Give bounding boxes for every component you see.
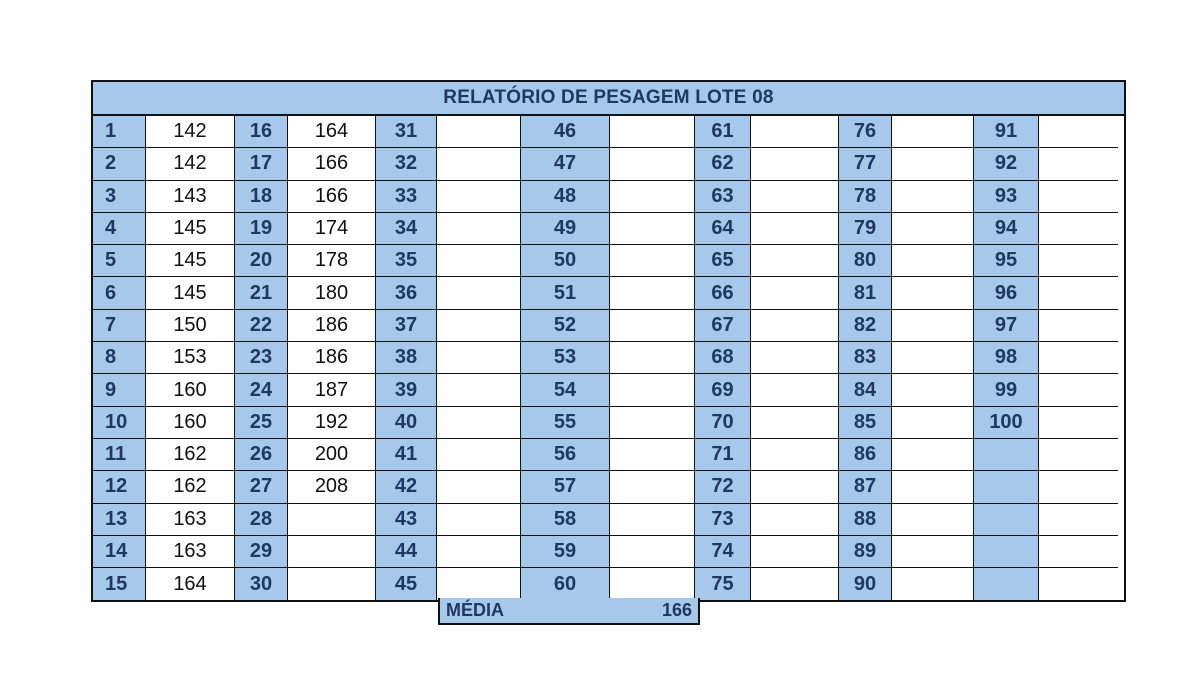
entry-number: 32: [376, 148, 437, 180]
entry-weight: [437, 536, 521, 568]
weighing-report-table: [91, 80, 1126, 602]
entry-number: 85: [839, 407, 892, 439]
entry-number: 16: [235, 116, 288, 148]
entry-number: 100: [974, 407, 1039, 439]
entry-number: 38: [376, 342, 437, 374]
entry-weight: 142: [146, 116, 235, 148]
entry-weight: [892, 116, 974, 148]
entry-weight: [610, 245, 695, 277]
entry-number: 12: [93, 471, 146, 503]
entry-weight: [437, 181, 521, 213]
entry-number: 79: [839, 213, 892, 245]
entry-weight: 163: [146, 536, 235, 568]
entry-weight: 145: [146, 245, 235, 277]
entry-weight: [892, 148, 974, 180]
entry-weight: [437, 213, 521, 245]
entry-number: 63: [695, 181, 751, 213]
entry-number: 78: [839, 181, 892, 213]
entry-number: 42: [376, 471, 437, 503]
entry-number: 30: [235, 568, 288, 600]
entry-number: 13: [93, 504, 146, 536]
entry-weight: [892, 181, 974, 213]
entry-number: 94: [974, 213, 1039, 245]
entry-number: 58: [521, 504, 610, 536]
entry-weight: [610, 342, 695, 374]
entry-number: 4: [93, 213, 146, 245]
entry-number: 80: [839, 245, 892, 277]
entry-number: 64: [695, 213, 751, 245]
entry-weight: [437, 148, 521, 180]
entry-weight: [892, 213, 974, 245]
entry-weight: [288, 504, 376, 536]
entry-weight: 187: [288, 374, 376, 406]
entry-number: 29: [235, 536, 288, 568]
entry-weight: 160: [146, 374, 235, 406]
entry-number: 93: [974, 181, 1039, 213]
entry-number: 60: [521, 568, 610, 600]
entry-weight: [1039, 536, 1118, 568]
entry-weight: [1039, 439, 1118, 471]
entry-number: 25: [235, 407, 288, 439]
weighing-grid: [93, 116, 1124, 600]
entry-weight: [437, 245, 521, 277]
entry-number: 97: [974, 310, 1039, 342]
entry-weight: [610, 568, 695, 600]
entry-number: 20: [235, 245, 288, 277]
entry-weight: [610, 374, 695, 406]
entry-weight: [892, 277, 974, 309]
entry-number: 48: [521, 181, 610, 213]
entry-number: 91: [974, 116, 1039, 148]
entry-number: 37: [376, 310, 437, 342]
entry-weight: [751, 148, 839, 180]
entry-weight: 164: [146, 568, 235, 600]
entry-weight: 162: [146, 439, 235, 471]
entry-number: 26: [235, 439, 288, 471]
entry-number: 35: [376, 245, 437, 277]
entry-weight: [437, 471, 521, 503]
entry-weight: 145: [146, 277, 235, 309]
entry-number: 7: [93, 310, 146, 342]
entry-number: 68: [695, 342, 751, 374]
entry-number: 52: [521, 310, 610, 342]
entry-number: 76: [839, 116, 892, 148]
entry-weight: [751, 310, 839, 342]
entry-number: 56: [521, 439, 610, 471]
entry-weight: [892, 374, 974, 406]
entry-number: 51: [521, 277, 610, 309]
entry-weight: [610, 148, 695, 180]
entry-number: 99: [974, 374, 1039, 406]
entry-weight: 208: [288, 471, 376, 503]
entry-number: 53: [521, 342, 610, 374]
entry-number: 49: [521, 213, 610, 245]
entry-number: 62: [695, 148, 751, 180]
entry-number: 96: [974, 277, 1039, 309]
entry-weight: 163: [146, 504, 235, 536]
entry-weight: [751, 342, 839, 374]
entry-number: 9: [93, 374, 146, 406]
entry-number: 15: [93, 568, 146, 600]
entry-weight: [437, 277, 521, 309]
entry-weight: 162: [146, 471, 235, 503]
entry-weight: [892, 342, 974, 374]
entry-number: 50: [521, 245, 610, 277]
entry-weight: 145: [146, 213, 235, 245]
entry-weight: [610, 504, 695, 536]
entry-weight: 164: [288, 116, 376, 148]
entry-weight: [751, 439, 839, 471]
entry-number: 87: [839, 471, 892, 503]
entry-number: 73: [695, 504, 751, 536]
entry-weight: [892, 471, 974, 503]
entry-number: 11: [93, 439, 146, 471]
entry-number: 77: [839, 148, 892, 180]
entry-number: 5: [93, 245, 146, 277]
entry-weight: [1039, 277, 1118, 309]
entry-weight: [1039, 310, 1118, 342]
entry-number: 6: [93, 277, 146, 309]
entry-number: 28: [235, 504, 288, 536]
entry-weight: [1039, 116, 1118, 148]
entry-weight: [892, 310, 974, 342]
entry-weight: [751, 277, 839, 309]
entry-number: 44: [376, 536, 437, 568]
entry-weight: 200: [288, 439, 376, 471]
entry-number: 27: [235, 471, 288, 503]
average-label: MÉDIA: [446, 600, 504, 620]
entry-weight: [610, 310, 695, 342]
entry-weight: [288, 568, 376, 600]
entry-weight: [751, 568, 839, 600]
entry-weight: [751, 116, 839, 148]
entry-number: 33: [376, 181, 437, 213]
entry-number: 55: [521, 407, 610, 439]
entry-number: [974, 504, 1039, 536]
entry-weight: 142: [146, 148, 235, 180]
entry-number: 23: [235, 342, 288, 374]
entry-number: 34: [376, 213, 437, 245]
entry-weight: 178: [288, 245, 376, 277]
entry-weight: [437, 407, 521, 439]
entry-weight: [610, 407, 695, 439]
entry-weight: [610, 213, 695, 245]
entry-number: 21: [235, 277, 288, 309]
entry-weight: 166: [288, 148, 376, 180]
entry-weight: 174: [288, 213, 376, 245]
entry-weight: [892, 536, 974, 568]
entry-number: 71: [695, 439, 751, 471]
entry-weight: [1039, 374, 1118, 406]
entry-weight: [1039, 407, 1118, 439]
entry-number: 74: [695, 536, 751, 568]
average-summary: [438, 598, 700, 625]
entry-number: 70: [695, 407, 751, 439]
entry-number: 95: [974, 245, 1039, 277]
entry-number: 90: [839, 568, 892, 600]
entry-weight: 186: [288, 310, 376, 342]
entry-number: 92: [974, 148, 1039, 180]
entry-number: 65: [695, 245, 751, 277]
report-title: RELATÓRIO DE PESAGEM LOTE 08: [93, 82, 1124, 116]
entry-number: 40: [376, 407, 437, 439]
entry-weight: [1039, 504, 1118, 536]
entry-number: 98: [974, 342, 1039, 374]
entry-weight: [288, 536, 376, 568]
entry-weight: [1039, 568, 1118, 600]
entry-weight: [610, 471, 695, 503]
entry-weight: [610, 277, 695, 309]
entry-weight: [437, 342, 521, 374]
entry-number: 57: [521, 471, 610, 503]
entry-weight: [437, 504, 521, 536]
entry-number: 41: [376, 439, 437, 471]
entry-weight: [610, 439, 695, 471]
entry-number: [974, 439, 1039, 471]
entry-weight: 192: [288, 407, 376, 439]
entry-number: 81: [839, 277, 892, 309]
entry-number: 2: [93, 148, 146, 180]
entry-number: 89: [839, 536, 892, 568]
entry-number: 24: [235, 374, 288, 406]
entry-weight: [610, 536, 695, 568]
entry-number: 1: [93, 116, 146, 148]
entry-weight: [1039, 213, 1118, 245]
entry-number: 66: [695, 277, 751, 309]
entry-number: [974, 471, 1039, 503]
entry-number: 67: [695, 310, 751, 342]
entry-weight: [751, 245, 839, 277]
entry-number: 14: [93, 536, 146, 568]
entry-weight: [751, 536, 839, 568]
entry-weight: [751, 213, 839, 245]
entry-weight: [751, 504, 839, 536]
entry-weight: 180: [288, 277, 376, 309]
entry-number: 84: [839, 374, 892, 406]
entry-weight: [892, 504, 974, 536]
entry-weight: 186: [288, 342, 376, 374]
entry-weight: [751, 407, 839, 439]
entry-number: 10: [93, 407, 146, 439]
entry-number: 43: [376, 504, 437, 536]
entry-weight: [892, 439, 974, 471]
entry-weight: [751, 471, 839, 503]
entry-number: 3: [93, 181, 146, 213]
entry-number: 39: [376, 374, 437, 406]
entry-number: 72: [695, 471, 751, 503]
entry-weight: [892, 407, 974, 439]
entry-weight: [1039, 342, 1118, 374]
entry-number: 83: [839, 342, 892, 374]
entry-number: 69: [695, 374, 751, 406]
entry-number: 47: [521, 148, 610, 180]
average-value: 166: [661, 600, 692, 620]
entry-number: 31: [376, 116, 437, 148]
entry-number: 82: [839, 310, 892, 342]
entry-number: 75: [695, 568, 751, 600]
entry-number: 22: [235, 310, 288, 342]
entry-number: 86: [839, 439, 892, 471]
entry-weight: 150: [146, 310, 235, 342]
entry-weight: [1039, 148, 1118, 180]
entry-weight: [892, 245, 974, 277]
entry-weight: [751, 374, 839, 406]
entry-number: 19: [235, 213, 288, 245]
entry-number: 18: [235, 181, 288, 213]
entry-weight: [437, 374, 521, 406]
entry-weight: [437, 310, 521, 342]
entry-weight: [437, 439, 521, 471]
entry-weight: [610, 181, 695, 213]
entry-weight: 153: [146, 342, 235, 374]
entry-number: 59: [521, 536, 610, 568]
entry-number: 45: [376, 568, 437, 600]
entry-number: 36: [376, 277, 437, 309]
entry-weight: [437, 568, 521, 600]
entry-weight: 166: [288, 181, 376, 213]
entry-number: 61: [695, 116, 751, 148]
entry-number: [974, 568, 1039, 600]
entry-number: 88: [839, 504, 892, 536]
entry-number: 46: [521, 116, 610, 148]
entry-weight: [1039, 245, 1118, 277]
entry-weight: [1039, 471, 1118, 503]
entry-weight: 160: [146, 407, 235, 439]
entry-weight: [437, 116, 521, 148]
entry-number: 54: [521, 374, 610, 406]
entry-weight: [751, 181, 839, 213]
entry-weight: [892, 568, 974, 600]
entry-number: 17: [235, 148, 288, 180]
entry-number: [974, 536, 1039, 568]
entry-number: 8: [93, 342, 146, 374]
entry-weight: [610, 116, 695, 148]
entry-weight: 143: [146, 181, 235, 213]
entry-weight: [1039, 181, 1118, 213]
